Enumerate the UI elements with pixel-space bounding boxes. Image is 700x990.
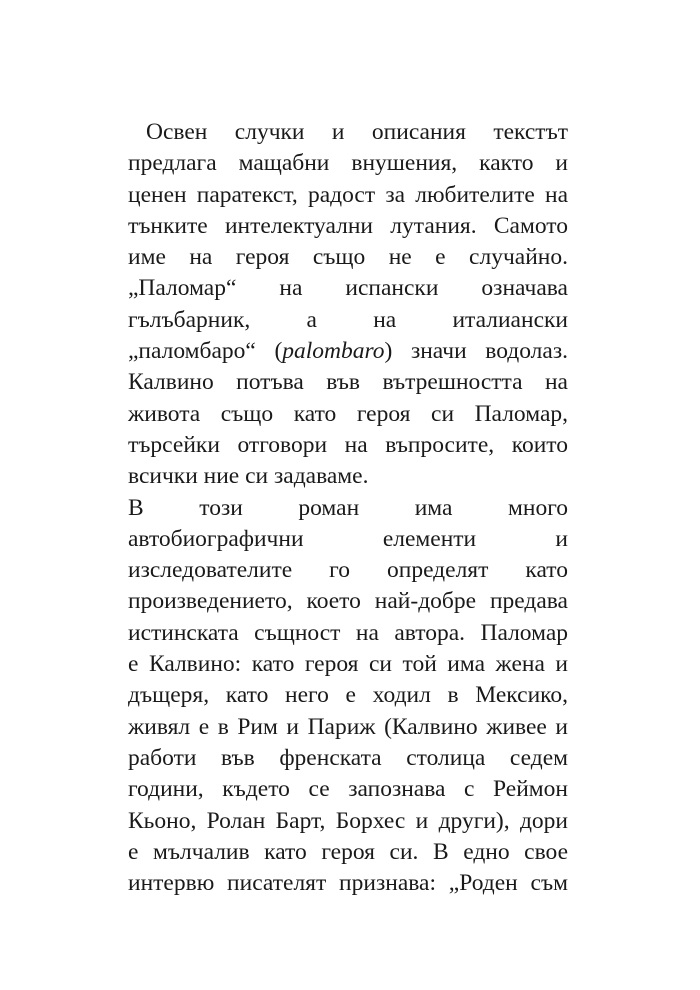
text-line: Кьоно, Ролан Барт, Борхес и други), дори (128, 807, 568, 834)
italic-word: palombaro (282, 338, 385, 365)
text-line: изследователите го определят като (128, 557, 568, 584)
text-line: Освен случки и описания текстът (146, 119, 568, 145)
body-text (128, 117, 568, 899)
text-line-mixed (128, 336, 568, 367)
text-line: име на героя също не е случайно. (128, 244, 568, 271)
text-line: истинската същност на автора. Паломар (128, 619, 568, 646)
text-line: дъщеря, като него е ходил в Мексико, (128, 682, 568, 709)
text-line: ценен паратекст, радост за любителите на (128, 181, 568, 208)
text-line: произведението, което най-добре предава (128, 588, 568, 615)
text-line: всички ние си задаваме. (128, 463, 369, 490)
text-line: живота също като героя си Паломар, (128, 400, 568, 427)
text-fragment: „паломбаро“ ( (128, 338, 283, 365)
text-line: живял е в Рим и Париж (Калвино живее и (128, 713, 568, 740)
text-line: търсейки отговори на въпросите, които (128, 431, 568, 458)
text-line: Калвино потъва във вътрешността на (128, 369, 568, 396)
text-line: работи във френската столица седем (128, 744, 568, 771)
text-line: В този роман има много (128, 494, 568, 521)
text-line: предлага мащабни внушения, както и (128, 150, 568, 177)
text-line: години, където се запознава с Реймон (128, 776, 568, 803)
text-line: интервю писателят признава: „Роден съм (128, 870, 568, 897)
text-line: е Калвино: като героя си той има жена и (128, 651, 568, 678)
text-line: тънките интелектуални лутания. Самото (128, 212, 568, 239)
text-line: е мълчалив като героя си. В едно свое (128, 838, 568, 865)
text-line: гълъбарник, а на италиански (128, 306, 568, 333)
text-line: „Паломар“ на испански означава (128, 275, 568, 302)
text-line: автобиографични елементи и (128, 525, 568, 552)
text-fragment: ) значи водолаз. (384, 338, 568, 365)
